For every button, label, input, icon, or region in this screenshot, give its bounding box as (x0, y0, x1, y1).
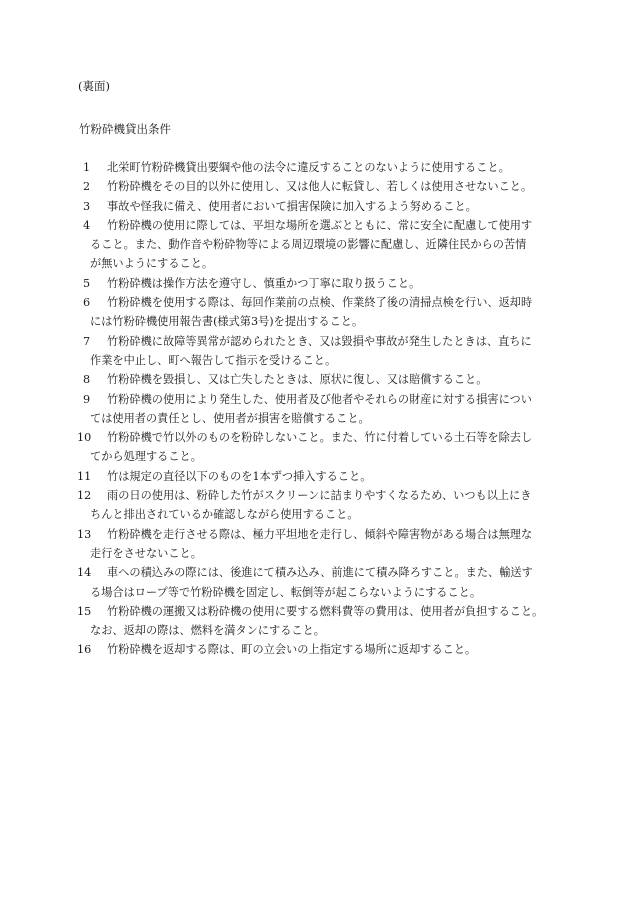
condition-first-line (77, 563, 555, 582)
condition-first-line (77, 602, 555, 621)
condition-item (77, 197, 555, 216)
condition-text: 竹粉砕機の使用により発生した、使用者及び他者やそれらの財産に対する損害につい (107, 392, 532, 406)
condition-number: 8 (83, 373, 91, 387)
condition-number: 16 (77, 643, 92, 657)
condition-first-line (77, 332, 555, 351)
condition-text: ちんと排出されているか確認しながら使用すること。 (90, 508, 359, 522)
condition-item (77, 370, 555, 389)
condition-text: ること。また、動作音や粉砕物等による周辺環境の影響に配慮し、近隣住民からの苦情 (90, 238, 527, 252)
condition-first-line (77, 177, 555, 196)
condition-item (77, 158, 555, 177)
condition-text: 竹粉砕機を走行させる際は、極力平坦地を走行し、傾斜や障害物がある場合は無理な (107, 527, 533, 541)
condition-text: 竹粉砕機をその目的以外に使用し、又は他人に転貸し、若しくは使用させないこと。 (107, 180, 533, 194)
condition-first-line (77, 467, 555, 486)
condition-number: 7 (83, 334, 91, 348)
condition-text: 事故や怪我に備え、使用者において損害保険に加入するよう努めること。 (107, 199, 477, 213)
condition-text: 竹粉砕機を使用する際は、毎回作業前の点検、作業終了後の清掃点検を行い、返却時 (107, 296, 533, 310)
condition-text: 竹粉砕機の運搬又は粉砕機の使用に要する燃料費等の費用は、使用者が負担すること。 (107, 604, 544, 618)
condition-continuation-line (77, 409, 555, 428)
condition-text: 走行をさせないこと。 (90, 546, 202, 560)
condition-text: 竹粉砕機で竹以外のものを粉砕しないこと。また、竹に付着している土石等を除去し (107, 431, 533, 445)
condition-continuation-line (77, 544, 555, 563)
condition-text: てから処理すること。 (90, 450, 202, 464)
condition-number: 5 (83, 276, 91, 290)
condition-item (77, 177, 555, 196)
condition-first-line (77, 293, 555, 312)
condition-item (77, 486, 555, 525)
condition-first-line (77, 158, 555, 177)
condition-continuation-line (77, 583, 555, 602)
condition-text: なお、返却の際は、燃料を満タンにすること。 (90, 624, 325, 638)
conditions-list (77, 158, 555, 660)
condition-continuation-line (77, 351, 555, 370)
condition-continuation-line (77, 505, 555, 524)
condition-text: が無いようにすること。 (90, 257, 214, 271)
condition-item (77, 428, 555, 467)
condition-first-line (77, 390, 555, 409)
condition-number: 12 (77, 489, 92, 503)
condition-text: る場合はロープ等で竹粉砕機を固定し、転倒等が起こらないようにすること。 (90, 585, 482, 599)
condition-text: 雨の日の使用は、粉砕した竹がスクリーンに詰まりやすくなるため、いつも以上にき (107, 489, 532, 503)
condition-continuation-line (77, 254, 555, 273)
condition-item (77, 640, 555, 659)
condition-text: 竹粉砕機を毀損し、又は亡失したときは、原状に復し、又は賠償すること。 (107, 373, 488, 387)
condition-first-line (77, 428, 555, 447)
condition-text: 竹粉砕機を返却する際は、町の立会いの上指定する場所に返却すること。 (107, 643, 477, 657)
condition-item (77, 293, 555, 332)
condition-first-line (77, 486, 555, 505)
condition-number: 11 (77, 469, 92, 483)
condition-number: 15 (77, 604, 92, 618)
condition-number: 4 (83, 218, 91, 232)
condition-first-line (77, 640, 555, 659)
condition-text: には竹粉砕機使用報告書(様式第3号)を提出すること。 (90, 315, 364, 329)
condition-item (77, 525, 555, 564)
condition-continuation-line (77, 447, 555, 466)
condition-number: 6 (83, 296, 91, 310)
condition-item (77, 467, 555, 486)
condition-text: 北栄町竹粉砕機貸出要綱や他の法令に違反することのないように使用すること。 (107, 161, 510, 174)
condition-first-line (77, 216, 555, 235)
condition-continuation-line (77, 312, 555, 331)
page-side-label: (裏面) (78, 79, 110, 93)
document-title: 竹粉砕機貸出条件 (79, 122, 171, 136)
condition-item (77, 332, 555, 371)
condition-first-line (77, 525, 555, 544)
condition-number: 1 (83, 161, 91, 174)
condition-item (77, 563, 555, 602)
condition-number: 10 (77, 431, 92, 445)
condition-continuation-line (77, 235, 555, 254)
condition-item (77, 390, 555, 429)
condition-item (77, 216, 555, 274)
condition-text: 竹粉砕機は操作方法を遵守し、慎重かつ丁寧に取り扱うこと。 (107, 276, 421, 290)
condition-first-line (77, 370, 555, 389)
condition-number: 9 (83, 392, 91, 406)
condition-text: 竹は規定の直径以下のものを1本ずつ挿入すること。 (107, 469, 372, 483)
condition-first-line (77, 274, 555, 293)
condition-item (77, 274, 555, 293)
condition-number: 2 (83, 180, 91, 194)
condition-first-line (77, 197, 555, 216)
condition-number: 13 (77, 527, 92, 541)
condition-text: 車への積込みの際には、後進にて積み込み、前進にて積み降ろすこと。また、輸送す (107, 566, 533, 580)
condition-text: 竹粉砕機に故障等異常が認められたとき、又は毀損や事故が発生したときは、直ちに (107, 334, 532, 348)
condition-number: 3 (83, 199, 91, 213)
condition-continuation-line (77, 621, 555, 640)
condition-item (77, 602, 555, 641)
condition-text: 竹粉砕機の使用に際しては、平坦な場所を選ぶとともに、常に安全に配慮して使用す (107, 218, 533, 232)
condition-number: 14 (77, 566, 92, 580)
condition-text: ては使用者の責任とし、使用者が損害を賠償すること。 (90, 411, 370, 425)
condition-text: 作業を中止し、町へ報告して指示を受けること。 (90, 353, 337, 367)
